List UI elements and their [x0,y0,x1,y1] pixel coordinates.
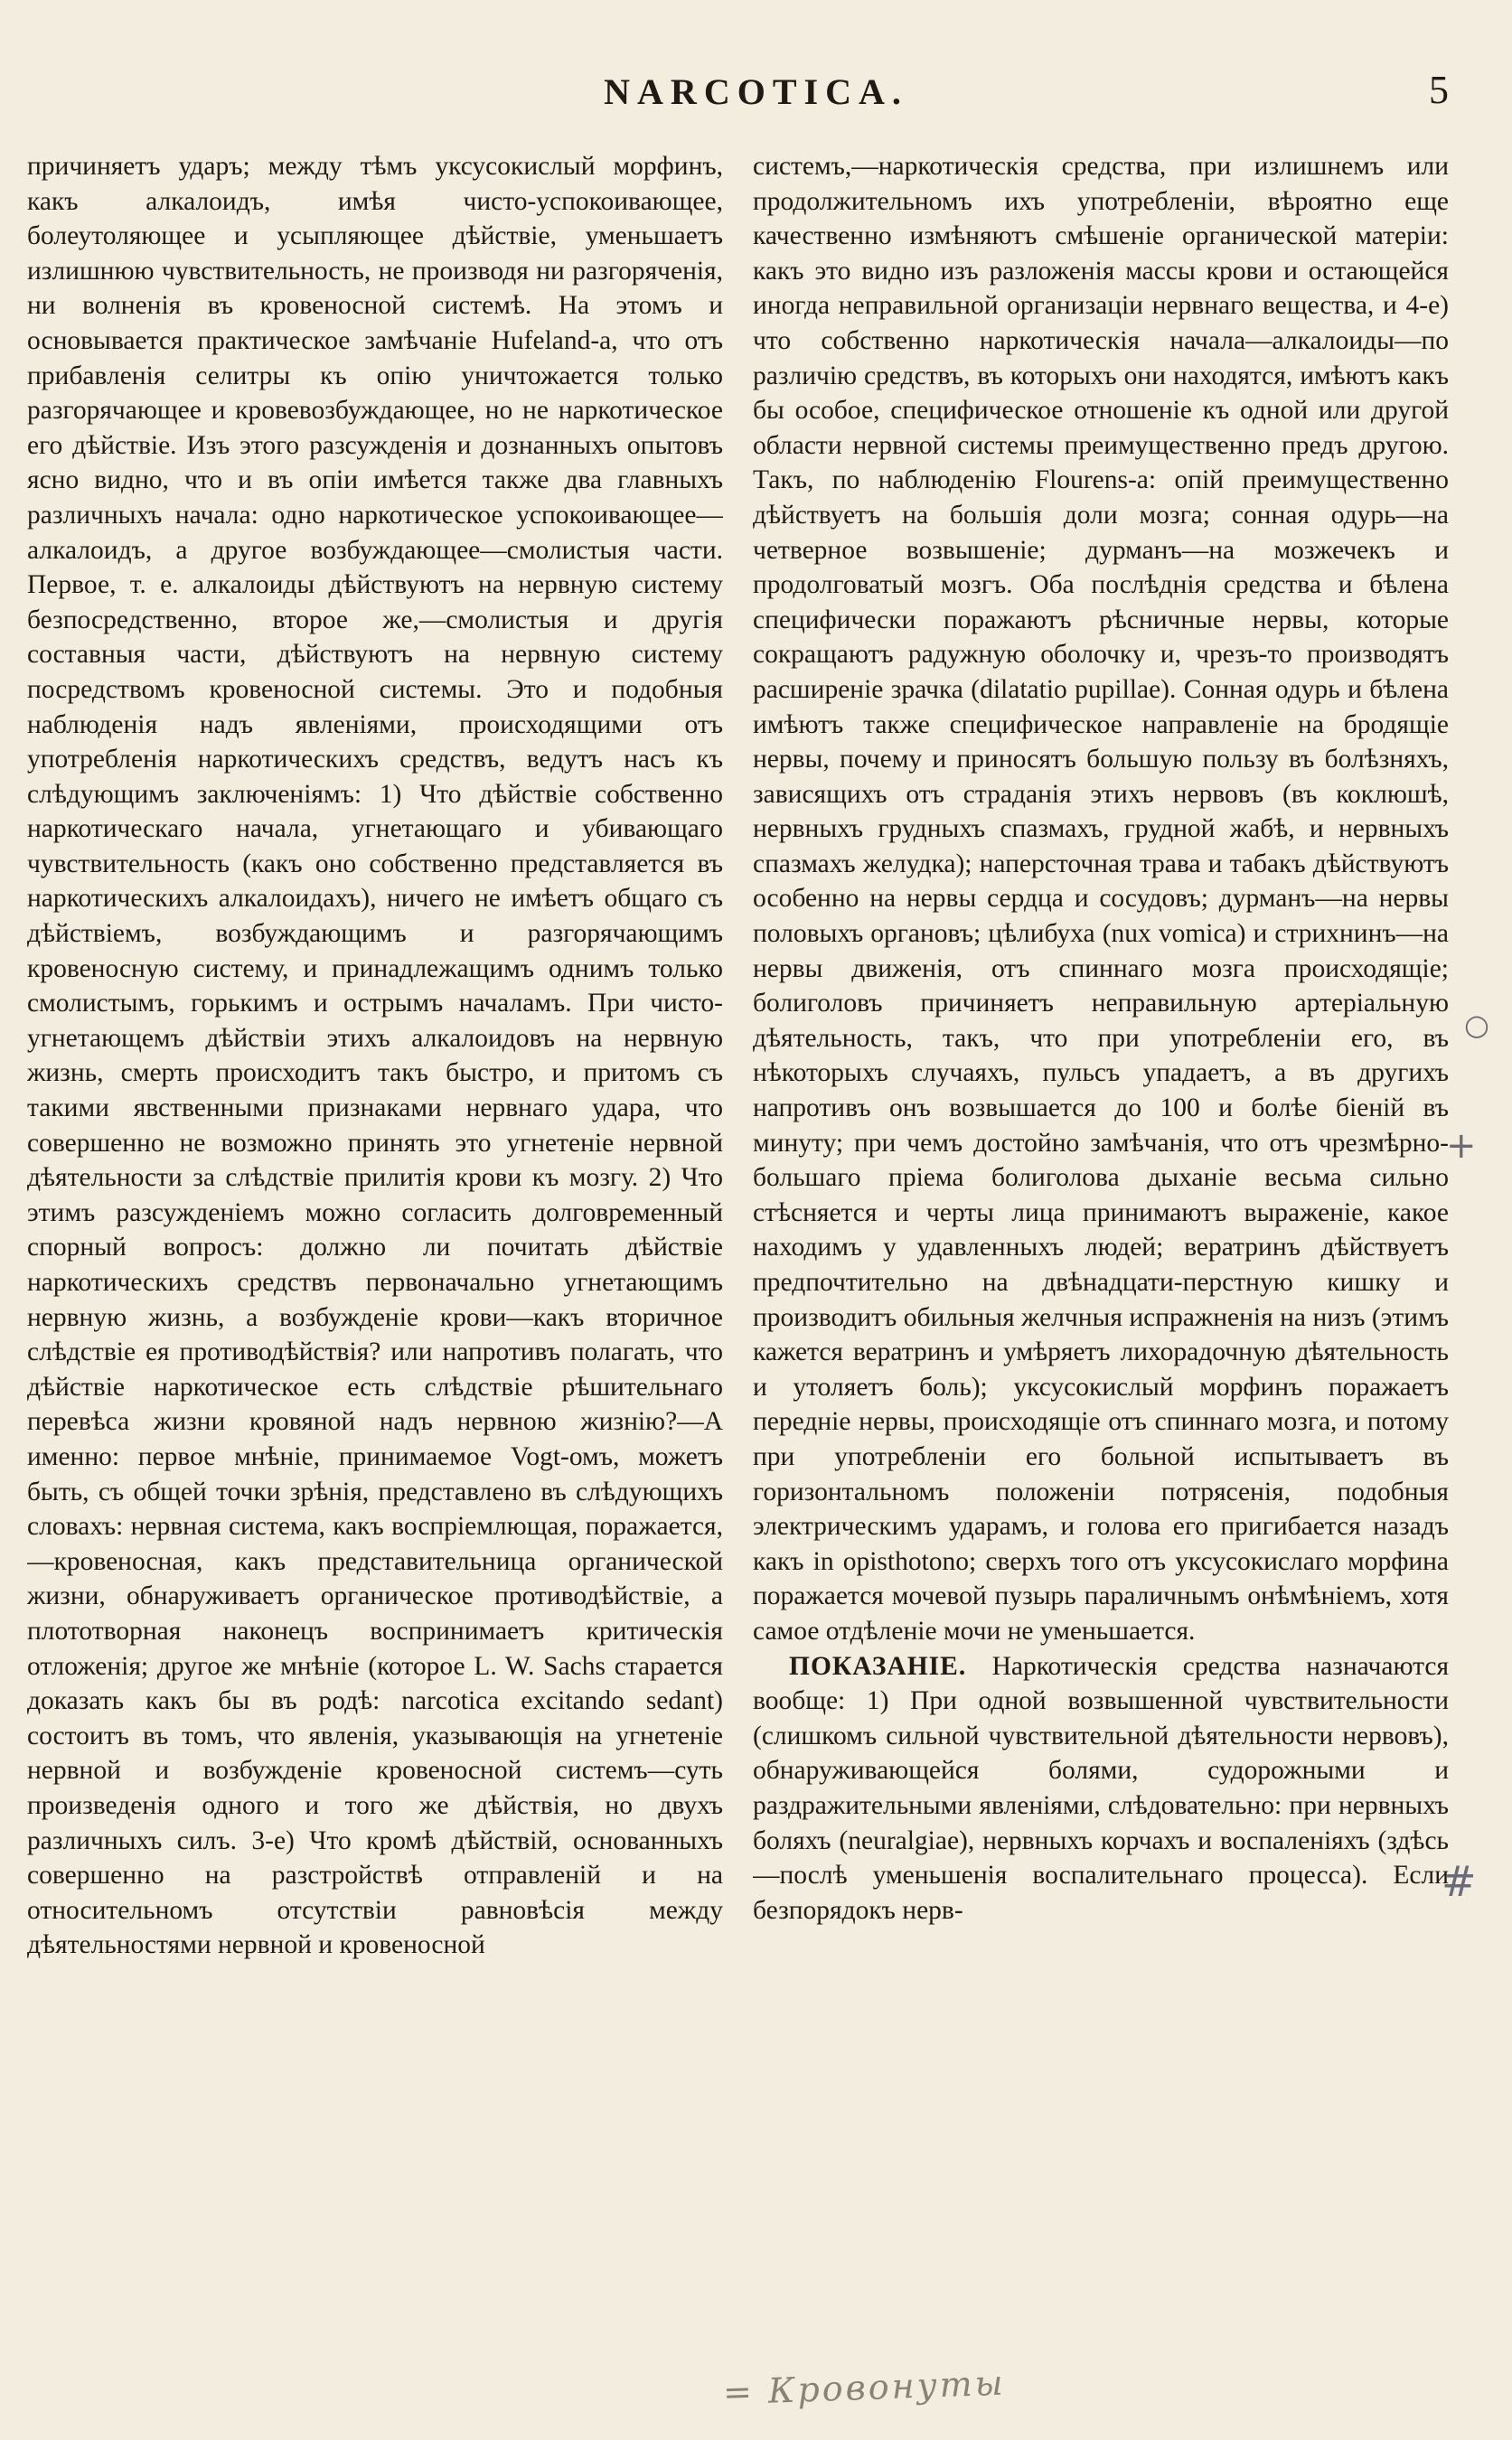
right-column [753,149,1449,2390]
right-column-text: системъ,—наркотическія средства, при излишнемъ или продолжительномъ ихъ употребленіи, вѣроятно еще качественно измѣняютъ смѣшеніе органической матеріи: какъ это видно изъ разложенія массы крови и остающейся иногда неправильной организаціи нервнаго вещества, и 4-е) что собственно наркотическія начала—алкалоиды—по различію средствъ, въ которыхъ они находятся, имѣютъ какъ бы особое, специфическое отношеніе къ одной или другой области нервной системы преимущественно предъ другою. Такъ, по наблюденію Flourens-а: опій преимущественно дѣйствуетъ на большія доли мозга; сонная одурь—на четверное возвышеніе; дурманъ—на мозжечекъ и продолговатый мозгъ. Оба послѣднія средства и бѣлена специфически поражаютъ рѣсничные нервы, которые сокращаютъ радужную оболочку и, чрезъ-то производятъ расширеніе зрачка (dilatatio pupillae). Сонная одурь и бѣлена имѣютъ также специфическое направленіе на бродящіе нервы, почему и приносятъ большую пользу въ болѣзняхъ, зависящихъ отъ страданія этихъ нервовъ (въ коклюшѣ, нервныхъ грудныхъ спазмахъ, грудной жабѣ, и нервныхъ спазмахъ желудка); наперсточная трава и табакъ дѣйствуютъ особенно на нервы сердца и сосудовъ; дурманъ—на нервы половыхъ органовъ; цѣлибуха (nux vomica) и стрихнинъ—на нервы движенія, отъ спиннаго мозга происходящіе; болиголовъ причиняетъ неправильную артеріальную дѣятельность, такъ, что при употребленіи его, въ нѣкоторыхъ случаяхъ, пульсъ упадаетъ, а въ другихъ напротивъ онъ возвышается до 100 и болѣе біеній въ минуту; при чемъ достойно замѣчанія, что отъ чрезмѣрно-большаго пріема болиголова дыханіе весьма сильно стѣсняется и черты лица принимаютъ выраженіе, какое находимъ у удавленныхъ людей; вератринъ дѣйствуетъ предпочтительно на двѣнадцати-перстную кишку и производитъ обильныя желчныя испражненія на низъ (этимъ кажется вератринъ и умѣряетъ лихорадочную дѣятельность и утоляетъ боль); уксусокислый морфинъ поражаетъ передніе нервы, происходящіе отъ спиннаго мозга, и потому при употребленіи его больной испытываетъ въ горизонтальномъ положеніи потрясенія, подобныя электрическимъ ударамъ, и голова его пригибается назадъ какъ in opisthotono; сверхъ того отъ уксусокислаго морфина поражается мочевой пузырь параличнымъ онѣмѣніемъ, хотя самое отдѣленіе мочи не уменьшается. [753,152,1449,1646]
margin-circle-icon: ○ [1464,1008,1489,1042]
margin-hash-icon: # [1442,1857,1477,1906]
left-column [27,149,723,2390]
margin-plus-icon: + [1446,1125,1477,1167]
running-title: NARCOTICA. [604,71,908,112]
section-text: Наркотическія средства назначаются вообще: 1) При одной возвышенной чувствительности (слишкомъ сильной чувствительной дѣятельности нервовъ), обнаруживающейся болями, судорожными и раздражительными явленіями, слѣдовательно: при нервныхъ боляхъ (neuralgiae), нервныхъ корчахъ и воспаленіяхъ (здѣсь—послѣ уменьшенія воспалительнаго процесса). Если безпорядокъ нерв- [753,1651,1449,1925]
section-heading: ПОКАЗАНІЕ. [789,1651,967,1681]
page-number: 5 [1429,68,1449,112]
handwritten-note: = Кровонуты [722,2362,1007,2413]
section-paragraph [753,1649,1449,1929]
left-column-text: причиняетъ ударъ; между тѣмъ уксусокислый морфинъ, какъ алкалоидъ, имѣя чисто-успокоивающее, болеутоляющее и усыпляющее дѣйствіе, уменьшаетъ излишнюю чувствительность, не производя ни разгоряченія, ни волненія въ кровеносной системѣ. На этомъ и основывается практическое замѣчаніе Hufeland-а, что отъ прибавленія селитры къ опію уничтожается только разгорячающее и кровевозбуждающее, но не наркотическое его дѣйствіе. Изъ этого разсужденія и дознанныхъ опытовъ ясно видно, что и въ опіи имѣется также два главныхъ различныхъ начала: одно наркотическое успокоивающее—алкалоидъ, а другое возбуждающее—смолистыя части. Первое, т. е. алкалоиды дѣйствуютъ на нервную систему безпосредственно, второе же,—смолистыя и другія составныя части, дѣйствуютъ на нервную систему посредствомъ кровеносной системы. Это и подобныя наблюденія надъ явленіями, происходящими отъ употребленія наркотическихъ средствъ, ведутъ насъ къ слѣдующимъ заключеніямъ: 1) Что дѣйствіе собственно наркотическаго начала, угнетающаго и убивающаго чувствительность (какъ оно собственно представляется въ наркотическихъ алкалоидахъ), ничего не имѣетъ общаго съ дѣйствіемъ, возбуждающимъ и разгорячающимъ кровеносную систему, и принадлежащимъ однимъ только смолистымъ, горькимъ и острымъ началамъ. При чисто-угнетающемъ дѣйствіи этихъ алкалоидовъ на нервную жизнь, смерть происходитъ такъ быстро, и притомъ съ такими явственными признаками нервнаго удара, что совершенно не возможно принять это угнетеніе нервной дѣятельности за слѣдствіе прилитія крови къ мозгу. 2) Что этимъ разсужденіемъ можно согласить долговременный спорный вопросъ: должно ли почитать дѣйствіе наркотическихъ средствъ первоначально угнетающимъ нервную жизнь, а возбужденіе крови—какъ вторичное слѣдствіе ея противодѣйствія? или напротивъ полагать, что дѣйствіе наркотическое есть слѣдствіе рѣшительнаго перевѣса жизни кровяной надъ нервною жизнію?—А именно: первое мнѣніе, принимаемое Vogt-омъ, можетъ быть, съ общей точки зрѣнія, представлено въ слѣдующихъ словахъ: нервная система, какъ воспріемлющая, поражается,—кровеносная, какъ представительница органической жизни, обнаруживаетъ органическое противодѣйствіе, а плототворная наконецъ воспринимаетъ критическія отложенія; другое же мнѣніе (которое L. W. Sachs старается доказать какъ бы въ родѣ: narcotica excitando sedant) состоитъ въ томъ, что явленія, указывающія на угнетеніе нервной и возбужденіе кровеносной системъ—суть произведенія одного и того же дѣйствія, но двухъ различныхъ силъ. 3-е) Что кромѣ дѣйствій, основанныхъ совершенно на разстройствѣ отправленій и на относительномъ отсутствіи равновѣсія между дѣятельностями нервной и кровеносной [27,152,723,1960]
running-head [0,70,1512,125]
